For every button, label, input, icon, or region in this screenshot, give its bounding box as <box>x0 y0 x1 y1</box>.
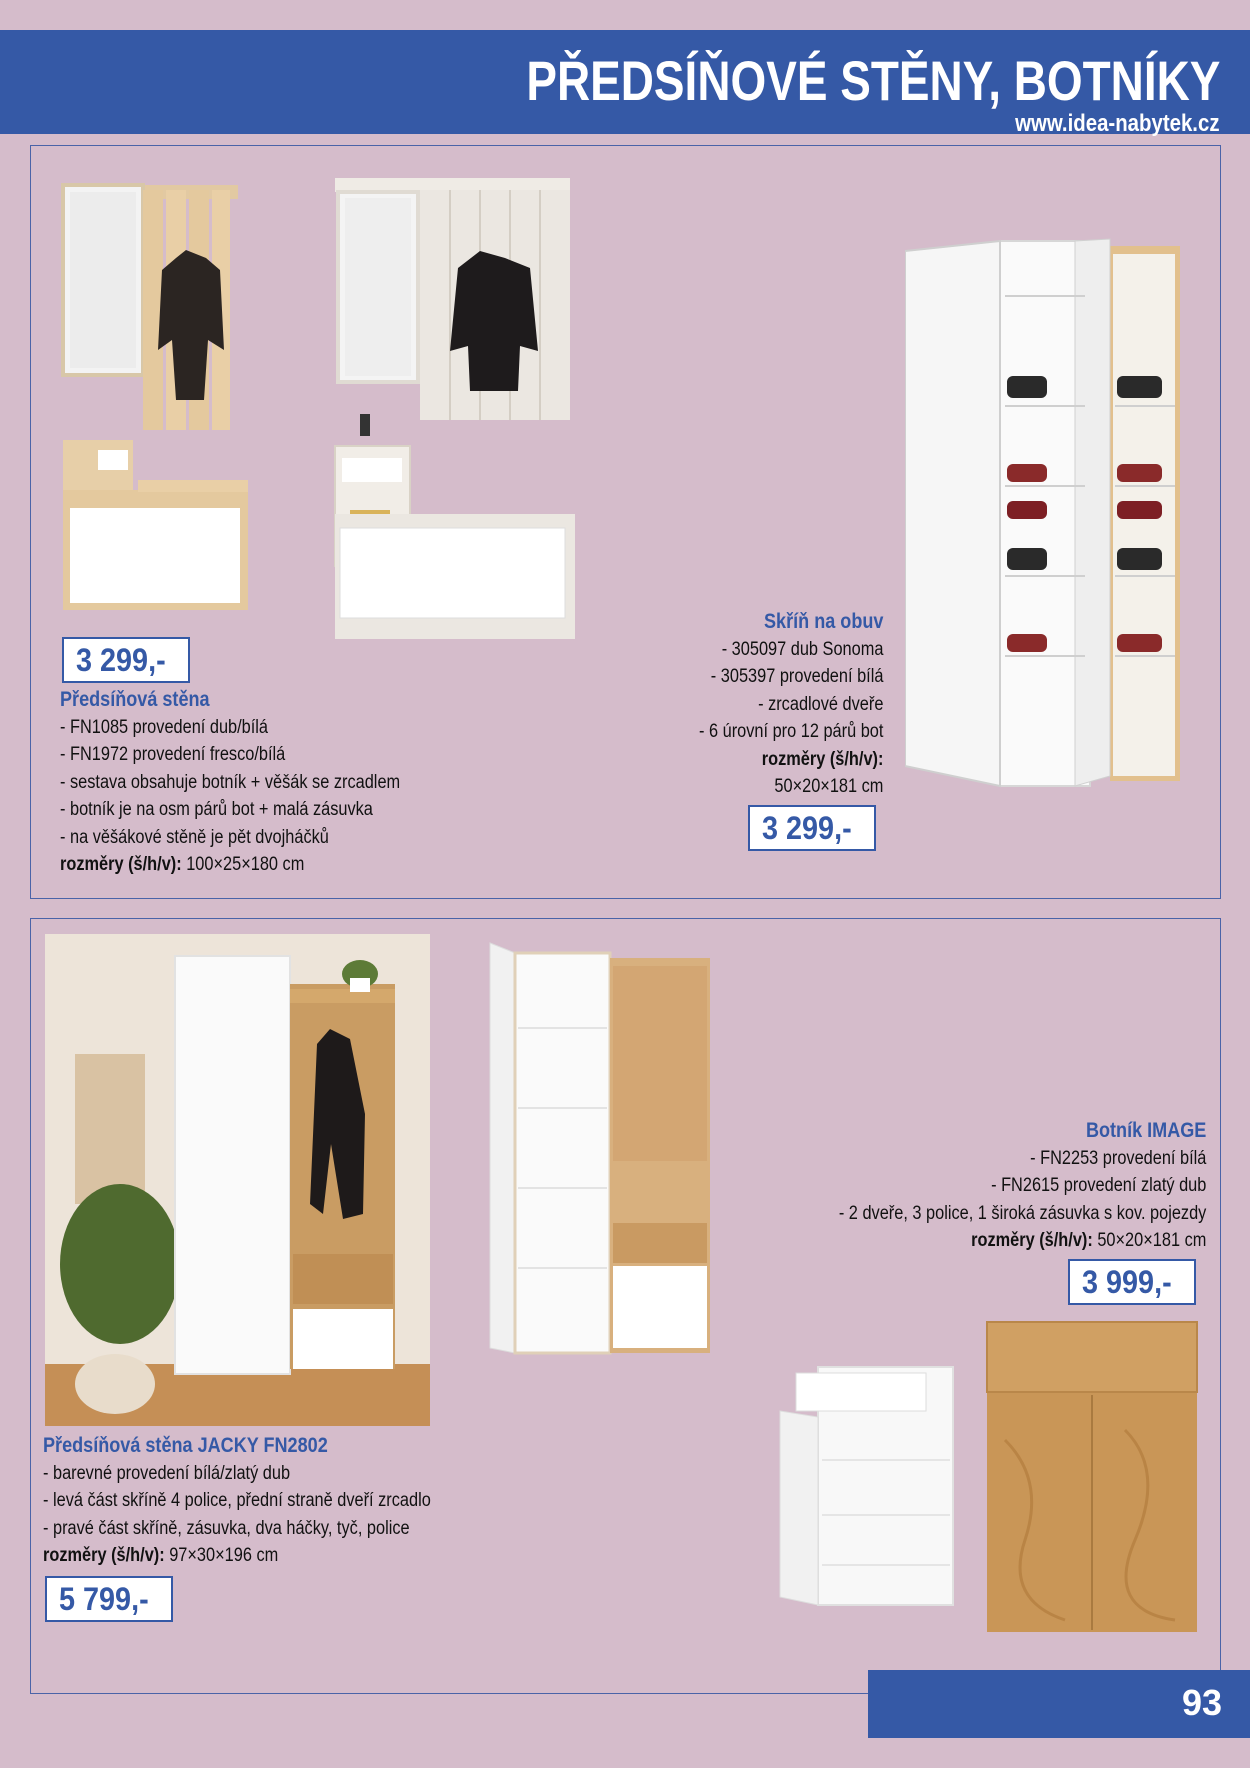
product-dimensions <box>43 1542 431 1570</box>
page-number: 93 <box>1181 1682 1222 1723</box>
dims-label: rozměry (š/h/v): <box>60 854 182 875</box>
product-dimensions <box>60 851 400 879</box>
skrin-na-obuv-description <box>669 608 883 801</box>
product-spec-line: - botník je na osm párů bot + malá zásuvka <box>60 799 373 820</box>
product-spec-line: - 305097 dub Sonoma <box>721 638 883 660</box>
dims-value: 97×30×196 cm <box>164 1545 279 1566</box>
dims-label: rozměry (š/h/v): <box>43 1545 165 1566</box>
jacky-product-photo <box>485 938 715 1358</box>
botnik-image-price: 3 999,- <box>1068 1259 1196 1305</box>
product-spec-line: - FN2615 provedení zlatý dub <box>990 1175 1206 1196</box>
page-title: PŘEDSÍŇOVÉ STĚNY, BOTNÍKY <box>525 49 1220 112</box>
product-spec-line: - barevné provedení bílá/zlatý dub <box>43 1462 291 1484</box>
website-url[interactable]: www.idea-nabytek.cz <box>1015 110 1220 137</box>
skrin-na-obuv-price: 3 299,- <box>748 805 876 851</box>
product-title: Předsíňová stěna JACKY FN2802 <box>43 1434 328 1457</box>
product-title: Skříň na obuv <box>763 610 883 633</box>
product-spec-line: - sestava obsahuje botník + věšák se zrcadlem <box>60 771 401 793</box>
botnik-image-white-photo <box>778 1365 958 1610</box>
product-spec-line: - FN1972 provedení fresco/bílá <box>60 744 286 765</box>
predsinova-stena-description <box>60 686 456 879</box>
dims-label: rozměry (š/h/v): <box>761 748 883 770</box>
product-spec-line: - FN2253 provedení bílá <box>1029 1147 1206 1169</box>
hallway-set-fresco-photo <box>330 176 580 641</box>
product-spec-line: - zrcadlové dveře <box>757 693 883 715</box>
shoe-cabinet-photo <box>905 236 1185 791</box>
product-spec-line: - 2 dveře, 3 police, 1 široká zásuvka s kov. pojezdy <box>838 1202 1206 1224</box>
predsinova-stena-price: 3 299,- <box>62 637 190 683</box>
product-spec-line: - 305397 provedení bílá <box>710 666 883 687</box>
product-spec-line: - FN1085 provedení dub/bílá <box>60 716 269 738</box>
botnik-image-description <box>779 1117 1206 1255</box>
jacky-room-photo <box>45 934 430 1426</box>
dims-value: 50×20×181 cm <box>773 776 883 797</box>
dims-label: rozměry (š/h/v): <box>970 1230 1093 1251</box>
botnik-image-oak-photo <box>985 1320 1200 1640</box>
jacky-description <box>43 1432 494 1570</box>
dims-value: 100×25×180 cm <box>181 854 305 875</box>
product-spec-line: - levá část skříně 4 police, přední straně dveří zrcadlo <box>43 1490 431 1511</box>
jacky-price: 5 799,- <box>45 1576 173 1622</box>
hallway-set-oak-photo <box>58 180 248 625</box>
header-banner <box>0 30 1250 137</box>
product-spec-line: - pravé část skříně, zásuvka, dva háčky, tyč, police <box>43 1517 410 1539</box>
dims-value: 50×20×181 cm <box>1092 1230 1206 1251</box>
product-spec-line: - 6 úrovní pro 12 párů bot <box>698 721 883 742</box>
product-title: Předsíňová stěna <box>60 688 210 711</box>
product-spec-line: - na věšákové stěně je pět dvojháčků <box>60 826 329 848</box>
page-number-bar <box>868 1670 1250 1738</box>
product-dimensions <box>838 1227 1206 1255</box>
product-title: Botník IMAGE <box>1085 1119 1206 1142</box>
